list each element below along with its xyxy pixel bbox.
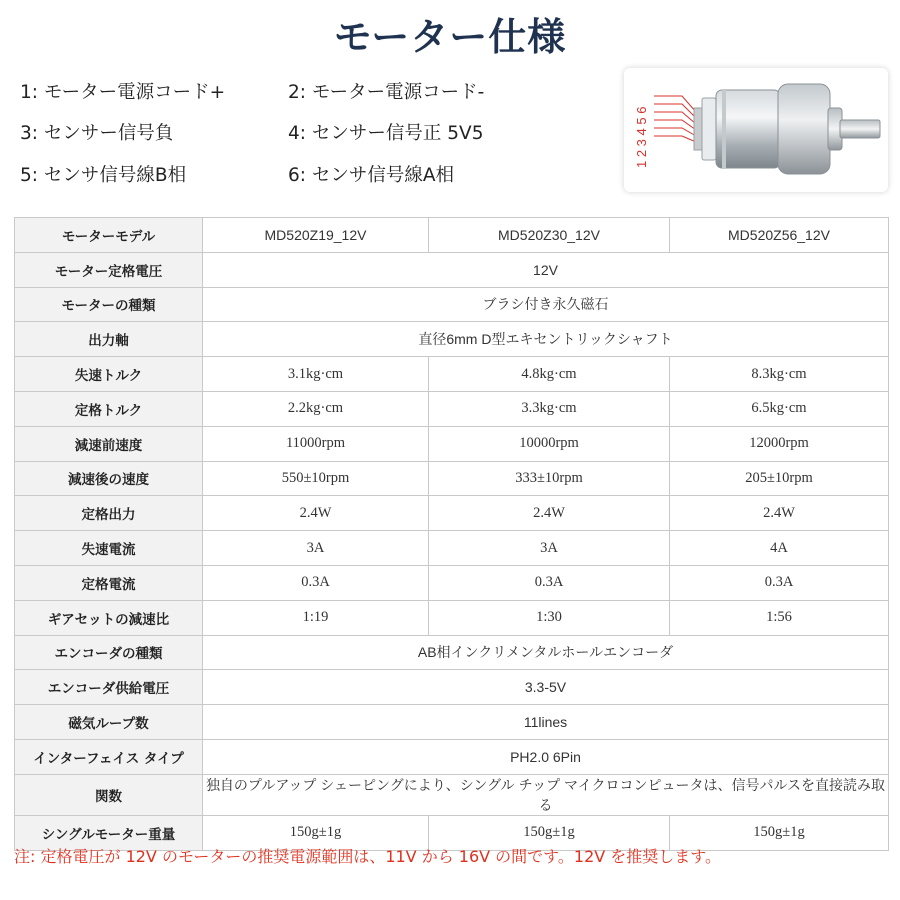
spec-table bbox=[14, 217, 889, 851]
row-value: 1:30 bbox=[429, 600, 670, 635]
row-label: エンコーダの種類 bbox=[15, 635, 203, 670]
row-value: 4A bbox=[670, 531, 889, 566]
row-value: 0.3A bbox=[429, 565, 670, 600]
row-value: AB相インクリメンタルホールエンコーダ bbox=[203, 635, 889, 670]
motor-illustration bbox=[624, 68, 888, 192]
header-label: モーターモデル bbox=[15, 218, 203, 253]
row-value: 直径6mm D型エキセントリックシャフト bbox=[203, 322, 889, 357]
row-label: 減速前速度 bbox=[15, 426, 203, 461]
table-row bbox=[15, 322, 889, 357]
row-value: 6.5kg·cm bbox=[670, 391, 889, 426]
table-row bbox=[15, 635, 889, 670]
row-value: 150g±1g bbox=[670, 815, 889, 850]
row-value: 独自のプルアップ シェーピングにより、シングル チップ マイクロコンピュータは、信号パルスを直接読み取る bbox=[203, 774, 889, 815]
model-cell: MD520Z19_12V bbox=[203, 218, 429, 253]
row-label: モーター定格電圧 bbox=[15, 252, 203, 287]
row-value: 3.1kg·cm bbox=[203, 357, 429, 392]
row-value: 150g±1g bbox=[203, 815, 429, 850]
row-value: 0.3A bbox=[203, 565, 429, 600]
table-row bbox=[15, 461, 889, 496]
wiring-item-1: 1: モーター電源コード+ bbox=[20, 82, 226, 103]
row-label: 失速電流 bbox=[15, 531, 203, 566]
row-value: 3A bbox=[203, 531, 429, 566]
row-value: 8.3kg·cm bbox=[670, 357, 889, 392]
row-label: 関数 bbox=[15, 774, 203, 815]
row-label: 磁気ループ数 bbox=[15, 705, 203, 740]
row-label: 出力軸 bbox=[15, 322, 203, 357]
row-value: 550±10rpm bbox=[203, 461, 429, 496]
model-cell: MD520Z30_12V bbox=[429, 218, 670, 253]
model-cell: MD520Z56_12V bbox=[670, 218, 889, 253]
table-row bbox=[15, 426, 889, 461]
row-value: 11000rpm bbox=[203, 426, 429, 461]
row-value: 10000rpm bbox=[429, 426, 670, 461]
row-value: 1:56 bbox=[670, 600, 889, 635]
row-value: 1:19 bbox=[203, 600, 429, 635]
row-value: 11lines bbox=[203, 705, 889, 740]
row-label: 失速トルク bbox=[15, 357, 203, 392]
row-label: モーターの種類 bbox=[15, 287, 203, 322]
table-row bbox=[15, 600, 889, 635]
row-value: 12000rpm bbox=[670, 426, 889, 461]
row-label: 定格トルク bbox=[15, 391, 203, 426]
row-value: 0.3A bbox=[670, 565, 889, 600]
row-value: 3.3kg·cm bbox=[429, 391, 670, 426]
table-row bbox=[15, 739, 889, 774]
row-value: ブラシ付き永久磁石 bbox=[203, 287, 889, 322]
row-label: 減速後の速度 bbox=[15, 461, 203, 496]
pin-labels: 1 2 3 4 5 6 bbox=[634, 106, 649, 168]
row-label: ギアセットの減速比 bbox=[15, 600, 203, 635]
pin-wires bbox=[654, 96, 696, 142]
row-label: 定格電流 bbox=[15, 565, 203, 600]
table-row bbox=[15, 357, 889, 392]
row-value: 3.3-5V bbox=[203, 670, 889, 705]
row-label: エンコーダ供給電圧 bbox=[15, 670, 203, 705]
row-value: 150g±1g bbox=[429, 815, 670, 850]
row-label: シングルモーター重量 bbox=[15, 815, 203, 850]
table-row bbox=[15, 252, 889, 287]
row-value: 12V bbox=[203, 252, 889, 287]
table-row bbox=[15, 705, 889, 740]
wiring-item-6: 6: センサ信号線A相 bbox=[288, 165, 455, 186]
table-row bbox=[15, 670, 889, 705]
wiring-item-5: 5: センサ信号線B相 bbox=[20, 165, 187, 186]
row-value: 2.2kg·cm bbox=[203, 391, 429, 426]
table-row bbox=[15, 287, 889, 322]
row-label: 定格出力 bbox=[15, 496, 203, 531]
motor-photo bbox=[624, 68, 888, 192]
table-row bbox=[15, 774, 889, 815]
row-value: 4.8kg·cm bbox=[429, 357, 670, 392]
table-row bbox=[15, 391, 889, 426]
row-value: 333±10rpm bbox=[429, 461, 670, 496]
wiring-item-2: 2: モーター電源コード- bbox=[288, 82, 485, 103]
row-value: 2.4W bbox=[203, 496, 429, 531]
row-value: PH2.0 6Pin bbox=[203, 739, 889, 774]
page-title: モーター仕様 bbox=[333, 15, 567, 59]
row-label: インターフェイス タイプ bbox=[15, 739, 203, 774]
row-value: 205±10rpm bbox=[670, 461, 889, 496]
footnote: 注: 定格電圧が 12V のモーターの推奨電源範囲は、11V から 16V の間です。12V を推奨します。 bbox=[14, 847, 722, 866]
row-value: 2.4W bbox=[429, 496, 670, 531]
table-header-row bbox=[15, 218, 889, 253]
wiring-item-4: 4: センサー信号正 5V5 bbox=[288, 123, 484, 144]
table-row bbox=[15, 531, 889, 566]
table-row bbox=[15, 565, 889, 600]
wiring-item-3: 3: センサー信号負 bbox=[20, 123, 174, 144]
table-row bbox=[15, 496, 889, 531]
row-value: 2.4W bbox=[670, 496, 889, 531]
row-value: 3A bbox=[429, 531, 670, 566]
